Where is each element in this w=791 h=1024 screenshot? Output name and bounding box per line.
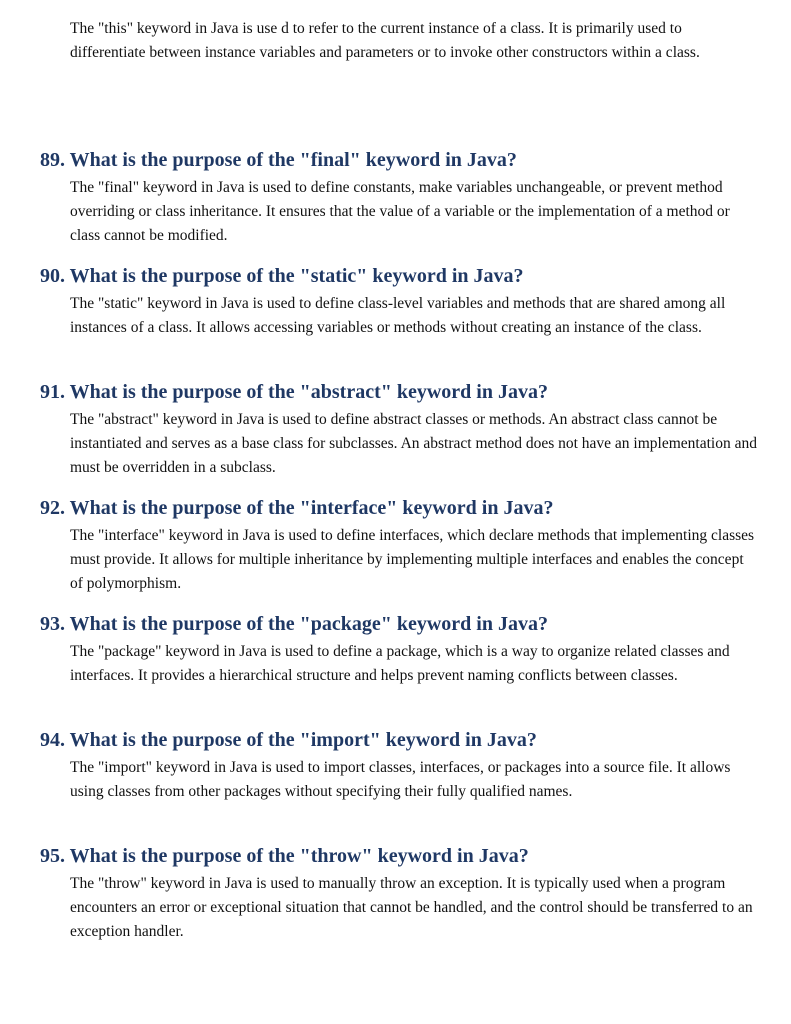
question-text: What is the purpose of the "final" keyword in Java? <box>69 149 517 171</box>
qa-item-93 <box>40 611 760 688</box>
qa-item-89 <box>40 147 760 248</box>
qa-item-90 <box>40 263 760 340</box>
answer-paragraph: The "abstract" keyword in Java is used to define abstract classes or methods. An abstract class cannot be instantiated and serves as a base class for subclasses. An abstract method does not have an implementation and must be overridden in a subclass. <box>70 411 757 476</box>
qa-item-95 <box>40 843 760 944</box>
qa-item-92 <box>40 495 760 596</box>
question-text: What is the purpose of the "interface" keyword in Java? <box>69 497 554 519</box>
question-number: 95. <box>40 845 65 867</box>
question-heading <box>40 147 760 173</box>
question-heading <box>40 727 760 753</box>
question-number: 93. <box>40 613 65 635</box>
question-text: What is the purpose of the "static" keyword in Java? <box>69 265 524 287</box>
question-heading <box>40 843 760 869</box>
question-text: What is the purpose of the "throw" keyword in Java? <box>69 845 529 867</box>
question-text: What is the purpose of the "import" keyword in Java? <box>69 729 537 751</box>
question-heading <box>40 379 760 405</box>
intro-paragraph: The "this" keyword in Java is use d to refer to the current instance of a class. It is primarily used to differentiate between instance variables and parameters or to invoke other constructors within a class. <box>70 20 700 61</box>
answer-paragraph: The "final" keyword in Java is used to define constants, make variables unchangeable, or prevent method overriding or class inheritance. It ensures that the value of a variable or the implementation of a method or class cannot be modified. <box>70 179 730 244</box>
qa-item-94 <box>40 727 760 804</box>
answer-paragraph: The "interface" keyword in Java is used to define interfaces, which declare methods that implementing classes must provide. It allows for multiple inheritance by implementing multiple interfaces and enables the concept of polymorphism. <box>70 527 755 592</box>
qa-item-91 <box>40 379 760 480</box>
question-heading <box>40 263 760 289</box>
question-number: 89. <box>40 149 65 171</box>
question-number: 90. <box>40 265 65 287</box>
answer-paragraph: The "static" keyword in Java is used to define class-level variables and methods that are shared among all instances of a class. It allows accessing variables or methods without creating an instance of the class. <box>70 295 726 336</box>
answer-paragraph: The "import" keyword in Java is used to import classes, interfaces, or packages into a source file. It allows using classes from other packages without specifying their fully qualified names. <box>70 759 731 800</box>
question-text: What is the purpose of the "package" keyword in Java? <box>69 613 548 635</box>
question-heading <box>40 611 760 637</box>
question-heading <box>40 495 760 521</box>
question-text: What is the purpose of the "abstract" keyword in Java? <box>69 381 548 403</box>
question-number: 91. <box>40 381 65 403</box>
answer-paragraph: The "throw" keyword in Java is used to manually throw an exception. It is typically used when a program encounters an error or exceptional situation that cannot be handled, and the control should be transferred to an exception handler. <box>70 875 753 940</box>
question-number: 92. <box>40 497 65 519</box>
question-number: 94. <box>40 729 65 751</box>
answer-paragraph: The "package" keyword in Java is used to define a package, which is a way to organize related classes and interfaces. It provides a hierarchical structure and helps prevent naming conflicts between classes. <box>70 643 730 684</box>
